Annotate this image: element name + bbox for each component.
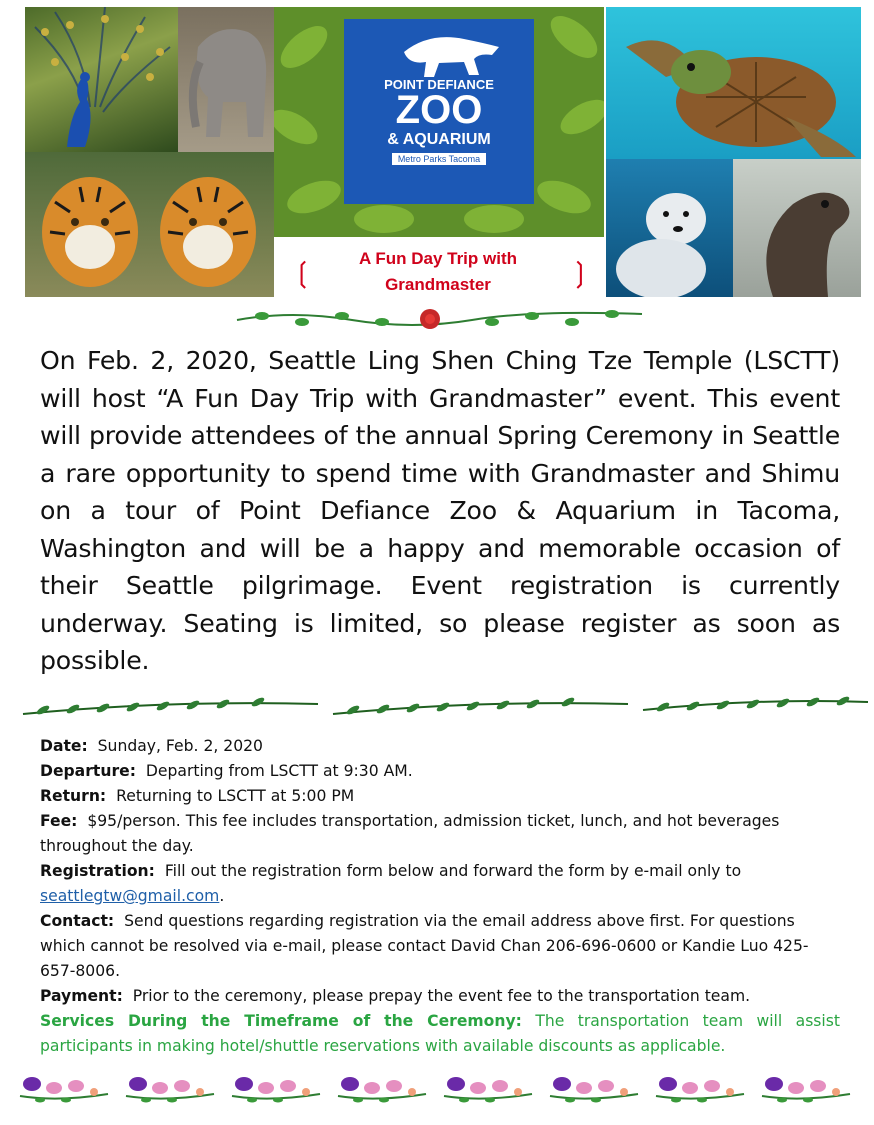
registration-value: Fill out the registration form below and forward the form by e-mail only to (164, 862, 742, 880)
return-value: Returning to LSCTT at 5:00 PM (116, 787, 355, 805)
registration-email-link[interactable]: seattlegtw@gmail.com (40, 887, 220, 905)
logo-line2: ZOO (395, 88, 483, 132)
tigers-photo (25, 152, 274, 297)
flower-border (18, 1072, 874, 1108)
return-row (40, 784, 840, 809)
peacock-photo (25, 7, 178, 152)
services-value: The transportation team will assist participants in making hotel/shuttle reservations with available discounts as applicable. (40, 1012, 841, 1055)
banner-bracket-left: ❲ (291, 257, 315, 288)
departure-label: Departure: (40, 762, 136, 780)
payment-row (40, 984, 840, 1009)
registration-label: Registration: (40, 862, 155, 880)
date-label: Date: (40, 737, 88, 755)
banner-bracket-right: ❳ (568, 257, 592, 288)
departure-value: Departing from LSCTT at 9:30 AM. (145, 762, 413, 780)
registration-row (40, 859, 840, 909)
rose-vine-divider (232, 304, 652, 332)
payment-value: Prior to the ceremony, please prepay the event fee to the transportation team. (132, 987, 751, 1005)
zoo-logo-panel (274, 7, 604, 237)
leaf-vine-divider (18, 690, 874, 724)
logo-line4: Metro Parks Tacoma (392, 153, 486, 165)
intro-paragraph: On Feb. 2, 2020, Seattle Ling Shen Ching Tze Temple (LSCTT) will host “A Fun Day Trip with Grandmaster” event. This event will provide attendees of the annual Spring Ceremony in Seattle a rare opportunity to spend time with Grandmaster and Shimu on a tour of Point Defiance Zoo & Aquarium in Tacoma, Washington and will be a happy and memorable occasion of their Seattle pilgrimage. Event registration is currently underway. Seating is limited, so please register as soon as possible. (40, 346, 840, 675)
return-label: Return: (40, 787, 107, 805)
payment-label: Payment: (40, 987, 123, 1005)
contact-value: Send questions regarding registration via the email address above first. For questions which cannot be resolved via e-mail, please contact David Chan 206-696-0600 or Kandie Luo 425-657-8006. (40, 912, 809, 980)
logo-line1: POINT DEFIANCE (384, 77, 494, 92)
banner-title-line2: Grandmaster (385, 275, 491, 294)
services-label: Services During the Timeframe of the Ceremony: (40, 1012, 522, 1030)
polar-bear-photo (606, 159, 733, 297)
sea-lion-photo (733, 159, 861, 297)
event-details (40, 734, 840, 1059)
fee-value: $95/person. This fee includes transportation, admission ticket, lunch, and hot beverages throughout the day. (40, 812, 780, 855)
registration-end: . (219, 887, 225, 905)
banner-title-line1: A Fun Day Trip with (358, 249, 518, 268)
fee-row (40, 809, 840, 859)
contact-label: Contact: (40, 912, 115, 930)
logo-line3: & AQUARIUM (387, 131, 491, 148)
fee-label: Fee: (40, 812, 78, 830)
sea-turtle-photo (606, 7, 861, 159)
banner (288, 240, 588, 298)
services-row (40, 1009, 840, 1059)
date-row (40, 734, 840, 759)
elephant-photo (178, 7, 274, 152)
contact-row (40, 909, 840, 984)
departure-row (40, 759, 840, 784)
date-value: Sunday, Feb. 2, 2020 (97, 737, 263, 755)
